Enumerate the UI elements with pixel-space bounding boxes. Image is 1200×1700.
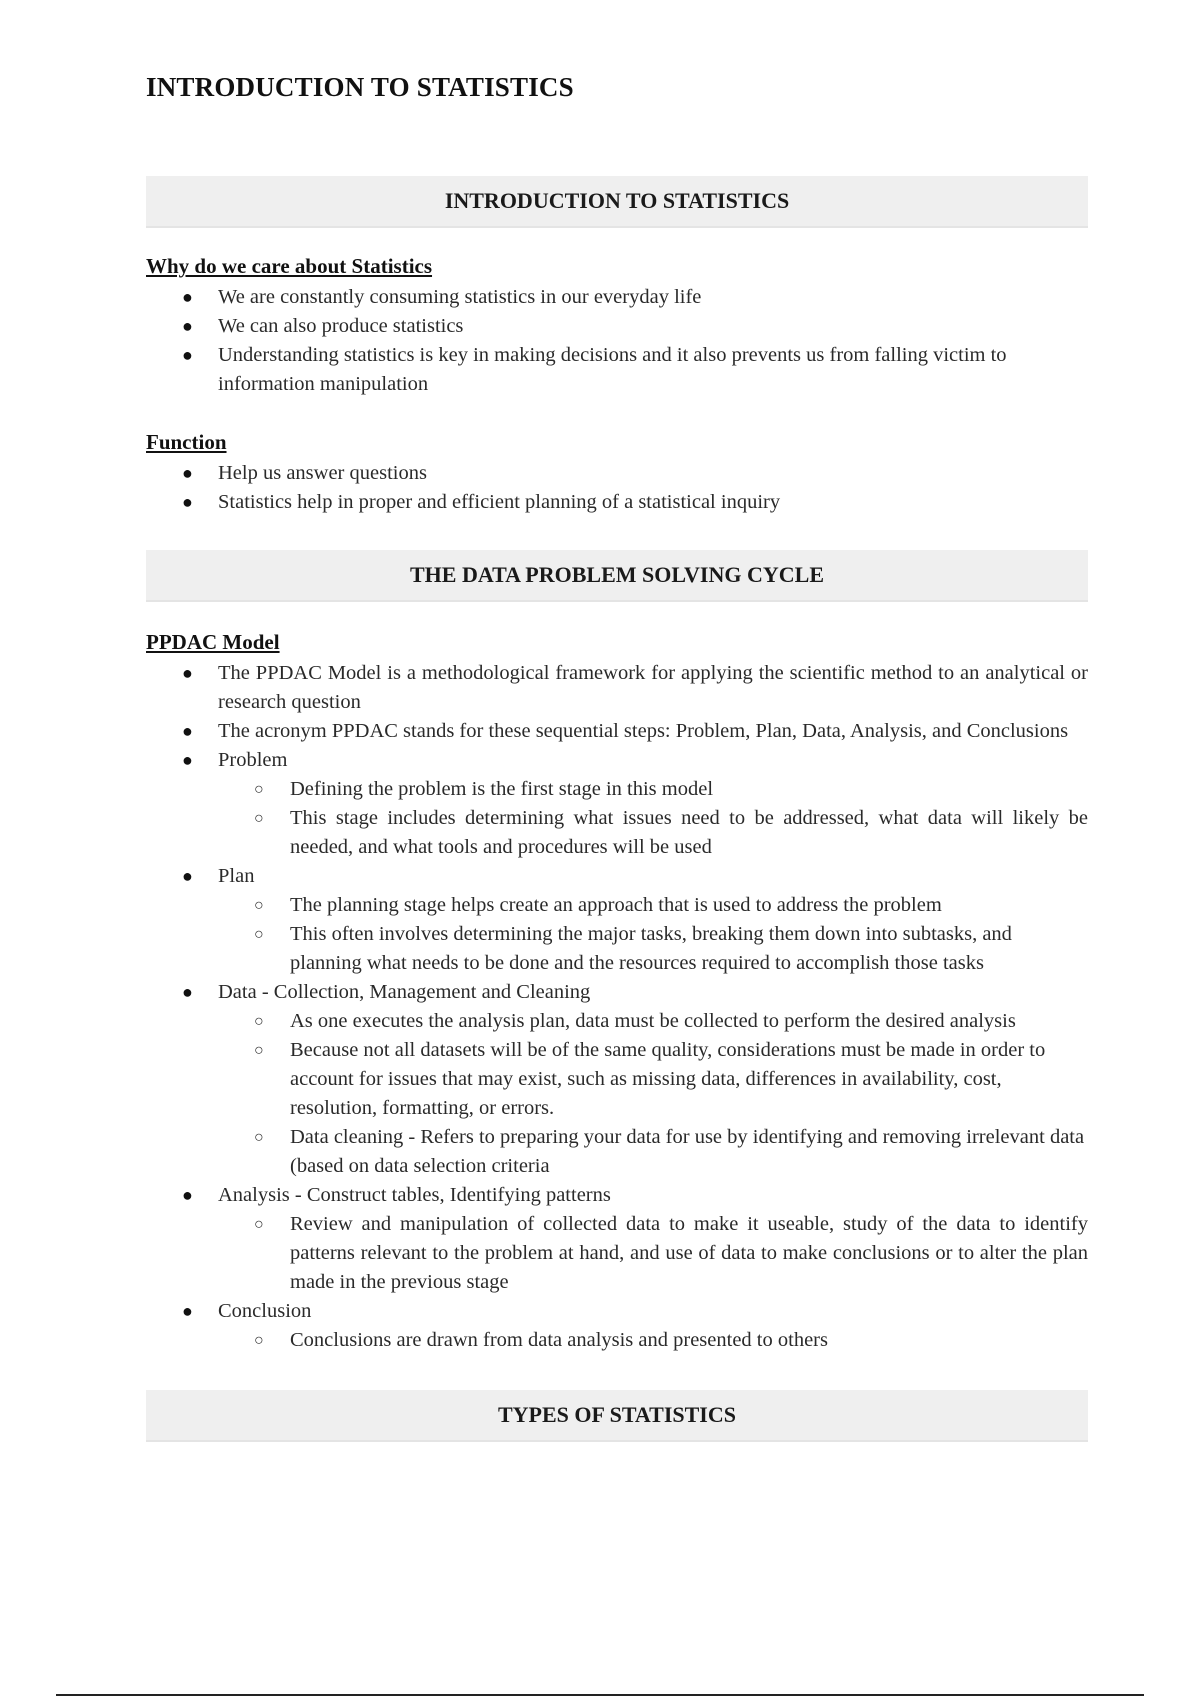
list-item: ● The acronym PPDAC stands for these sequential steps: Problem, Plan, Data, Analysis, and Conclusions xyxy=(146,717,1088,746)
sub-list-item: ○ This stage includes determining what issues need to be addressed, what data will likely be needed, and what tools and procedures will be used xyxy=(218,804,1088,862)
sublist-data xyxy=(218,1007,1088,1181)
document-title: INTRODUCTION TO STATISTICS xyxy=(146,72,574,102)
list-why-care xyxy=(146,283,1088,399)
bullet-icon: ● xyxy=(182,287,193,307)
sub-bullet-icon: ○ xyxy=(254,1129,264,1146)
bullet-icon: ● xyxy=(182,463,193,483)
stage-analysis: ● Analysis - Construct tables, Identifying patterns ○ Review and manipulation of collected data to make it useable, study of the data to identify patterns relevant to the problem at hand, and use of data to make conclusions or to alter the plan made in the previous stage xyxy=(146,1181,1088,1297)
sub-list-item: ○ Data cleaning - Refers to preparing your data for use by identifying and removing irrelevant data (based on data selection criteria xyxy=(218,1123,1088,1181)
sublist-problem xyxy=(218,775,1088,862)
bullet-icon: ● xyxy=(182,316,193,336)
bullet-icon: ● xyxy=(182,750,193,770)
banner-introduction: INTRODUCTION TO STATISTICS xyxy=(146,176,1088,228)
sub-bullet-icon: ○ xyxy=(254,926,264,943)
sub-bullet-icon: ○ xyxy=(254,1013,264,1030)
heading-function: Function xyxy=(146,430,227,454)
heading-why-care: Why do we care about Statistics xyxy=(146,254,433,278)
sub-bullet-icon: ○ xyxy=(254,1332,264,1349)
sub-bullet-icon: ○ xyxy=(254,810,264,827)
sub-bullet-icon: ○ xyxy=(254,1042,264,1059)
sublist-analysis xyxy=(218,1210,1088,1297)
bullet-icon: ● xyxy=(182,1301,193,1321)
sub-list-item: ○ The planning stage helps create an approach that is used to address the problem xyxy=(218,891,1088,920)
list-item: ● We can also produce statistics xyxy=(146,312,1088,341)
bullet-icon: ● xyxy=(182,492,193,512)
stage-problem: ● Problem ○ Defining the problem is the first stage in this model ○ This stage includes determining what issues need to be addressed, what data will likely be needed, and what tools and procedures will be used xyxy=(146,746,1088,862)
footer-divider xyxy=(56,1694,1144,1696)
sub-bullet-icon: ○ xyxy=(254,897,264,914)
bullet-icon: ● xyxy=(182,866,193,886)
sub-list-item: ○ Because not all datasets will be of the same quality, considerations must be made in order to account for issues that may exist, such as missing data, differences in availability, cost, resolution, formatting, or errors. xyxy=(218,1036,1088,1123)
list-item: ● Understanding statistics is key in making decisions and it also prevents us from falling victim to information manipulation xyxy=(146,341,1088,399)
sub-bullet-icon: ○ xyxy=(254,781,264,798)
heading-ppdac: PPDAC Model xyxy=(146,630,280,654)
sub-list-item: ○ Defining the problem is the first stage in this model xyxy=(218,775,1088,804)
sub-list-item: ○ This often involves determining the major tasks, breaking them down into subtasks, and planning what needs to be done and the resources required to accomplish those tasks xyxy=(218,920,1088,978)
list-function xyxy=(146,459,1088,517)
list-item: ● The PPDAC Model is a methodological framework for applying the scientific method to an analytical or research question xyxy=(146,659,1088,717)
list-item: ● We are constantly consuming statistics in our everyday life xyxy=(146,283,1088,312)
list-item: ● Help us answer questions xyxy=(146,459,1088,488)
stage-plan: ● Plan ○ The planning stage helps create an approach that is used to address the problem ○ This often involves determining the major tasks, breaking them down into subtasks, and planning what needs to be done and the resources required to accomplish those tasks xyxy=(146,862,1088,978)
sub-bullet-icon: ○ xyxy=(254,1216,264,1233)
sublist-plan xyxy=(218,891,1088,978)
bullet-icon: ● xyxy=(182,345,193,365)
list-ppdac xyxy=(146,659,1088,1355)
banner-data-cycle: THE DATA PROBLEM SOLVING CYCLE xyxy=(146,550,1088,602)
sublist-conclusion xyxy=(218,1326,1088,1355)
stage-data: ● Data - Collection, Management and Cleaning ○ As one executes the analysis plan, data must be collected to perform the desired analysis ○ Because not all datasets will be of the same quality, considerations must be made in order to account for issues that may exist, such as missing data, differences in availability, cost, resolution, formatting, or errors. ○ Data cleaning - Refers to preparing your data for use by identifying and removing irrelevant data (based on data selection criteria xyxy=(146,978,1088,1181)
sub-list-item: ○ As one executes the analysis plan, data must be collected to perform the desired analysis xyxy=(218,1007,1088,1036)
stage-conclusion: ● Conclusion ○ Conclusions are drawn from data analysis and presented to others xyxy=(146,1297,1088,1355)
bullet-icon: ● xyxy=(182,1185,193,1205)
sub-list-item: ○ Conclusions are drawn from data analysis and presented to others xyxy=(218,1326,1088,1355)
bullet-icon: ● xyxy=(182,663,193,683)
bullet-icon: ● xyxy=(182,721,193,741)
list-item: ● Statistics help in proper and efficient planning of a statistical inquiry xyxy=(146,488,1088,517)
bullet-icon: ● xyxy=(182,982,193,1002)
banner-types-of-statistics: TYPES OF STATISTICS xyxy=(146,1390,1088,1442)
sub-list-item: ○ Review and manipulation of collected data to make it useable, study of the data to identify patterns relevant to the problem at hand, and use of data to make conclusions or to alter the plan made in the previous stage xyxy=(218,1210,1088,1297)
